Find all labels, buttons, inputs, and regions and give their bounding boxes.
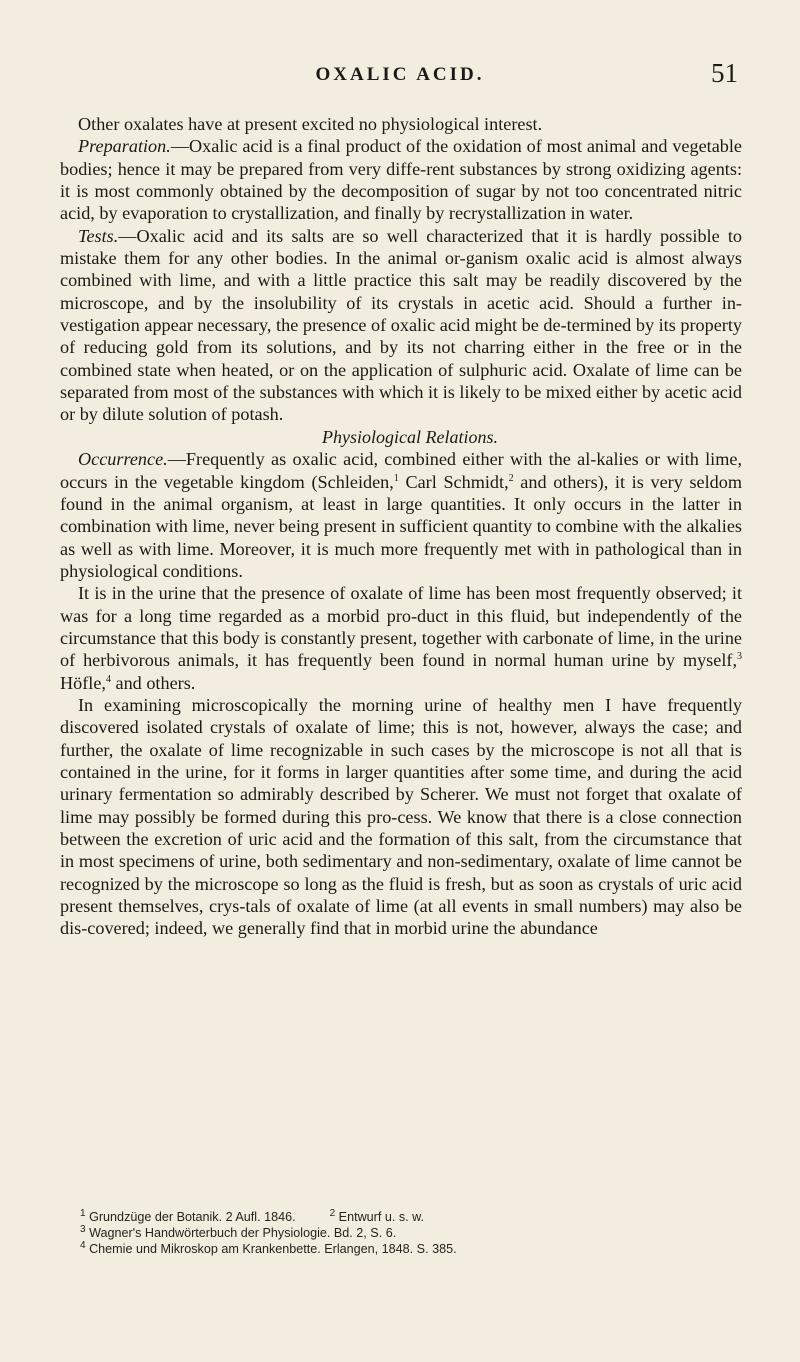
- footnote-ref: 3: [737, 651, 742, 663]
- paragraph-text: and others.: [110, 672, 196, 693]
- footnote-mark: 1: [80, 1207, 86, 1219]
- footnote-mark: 4: [80, 1239, 86, 1251]
- paragraph-lead: Preparation.: [78, 136, 171, 157]
- footnote-row: [80, 1225, 740, 1241]
- paragraph-occurrence: [60, 448, 742, 582]
- footnote-mark: 2: [329, 1207, 336, 1219]
- footnote-ref: 4: [105, 673, 111, 685]
- paragraph-text: —Frequently as oxalic acid, combined either with the al-kalies or with lime, occurs in the vegetable kingdom (Schleiden,: [60, 449, 742, 492]
- footnote-text: Wagner's Handwörterbuch der Physiologie. Bd. 2, S. 6.: [89, 1226, 397, 1240]
- paragraph-other-oxalates: [60, 113, 742, 135]
- paragraph-text: —Oxalic acid is a final product of the oxidation of most animal and vegetable bodies; hence it may be prepared from very diffe-rent substances by strong oxidizing agents: it is most commonly obtained by the decomposition of sugar by not too concentrated nitric acid, by evaporation to crystallization, and finally by recrystallization in water.: [60, 136, 742, 224]
- section-heading: Physiological Relations.: [322, 426, 498, 447]
- footnote-row: [80, 1209, 740, 1225]
- footnote-text: Grundzüge der Botanik. 2 Aufl. 1846.: [89, 1210, 296, 1224]
- running-head: [60, 58, 740, 92]
- paragraph-lead: Tests.: [78, 225, 119, 246]
- paragraph-lead: Occurrence.: [78, 449, 168, 470]
- running-title: OXALIC ACID.: [315, 64, 485, 85]
- paragraph-text: Other oxalates have at present excited no physiological interest.: [78, 114, 543, 134]
- body-text: [60, 113, 742, 940]
- footnote-mark: 3: [80, 1223, 86, 1235]
- paragraph-text: Carl Schmidt,: [398, 471, 509, 492]
- footnote-text: Entwurf u. s. w.: [338, 1210, 425, 1224]
- paragraph-text: In examining microscopically the morning urine of healthy men I have frequently discovered isolated crystals of oxalate of lime; this is not, however, always the case; and further, the oxalate of lime recognizable in such cases by the microscope is not all that is contained in the urine, for it forms in larger quantities after some time, and during the acid urinary fermentation so admirably described by Scherer. We must not forget that oxalate of lime may possibly be formed during this pro-cess. We know that there is a close connection between the excretion of uric acid and the formation of this salt, from the circumstance that in most specimens of urine, both sedimentary and non-sedimentary, oxalate of lime cannot be recognized by the microscope so long as the fluid is fresh, but as soon as crystals of uric acid present themselves, crys-tals of oxalate of lime (at all events in small numbers) may also be dis-covered; indeed, we generally find that in morbid urine the abundance: [60, 694, 742, 939]
- paragraph-preparation: [60, 135, 742, 224]
- paragraph-text: —Oxalic acid and its salts are so well characterized that it is hardly possible to mistake them for any other bodies. In the animal or-ganism oxalic acid is almost always combined with lime, and with a little practice this salt may be readily discovered by the microscope, and by the insolubility of its crystals in acetic acid. Should a further in-vestigation appear necessary, the presence of oxalic acid might be de-termined by its property of reducing gold from its solutions, and by its not charring either in the free or in the combined state when heated, or on the application of sulphuric acid. Oxalate of lime can be separated from most of the substances with which it is likely to be mixed either by acetic acid or by dilute solution of potash.: [60, 225, 742, 425]
- footnote-ref: 2: [508, 472, 514, 484]
- paragraph-microscopic: [60, 694, 742, 940]
- paragraph-text: Höfle,: [60, 672, 106, 693]
- footnotes: [80, 1209, 740, 1257]
- footnote-text: Chemie und Mikroskop am Krankenbette. Erlangen, 1848. S. 385.: [89, 1242, 457, 1256]
- paragraph-text: and others), it is very seldom found in the animal organism, at least in large quantities. It only occurs in the latter in combination with lime, never being present in sufficient quantity to combine with the alkalies as well as with lime. Moreover, it is much more frequently met with in pathological than in physiological conditions.: [60, 471, 742, 581]
- page-number: 51: [711, 58, 738, 88]
- footnote-ref: 1: [393, 472, 399, 484]
- paragraph-tests: [60, 225, 742, 426]
- paragraph-urine: [60, 582, 742, 694]
- footnote-row: [80, 1241, 740, 1257]
- paragraph-text: It is in the urine that the presence of oxalate of lime has been most frequently observed; it was for a long time regarded as a morbid pro-duct in this fluid, but independently of the circumstance that this body is constantly present, together with carbonate of lime, in the urine of herbivorous animals, it has frequently been found in normal human urine by myself,: [60, 583, 742, 671]
